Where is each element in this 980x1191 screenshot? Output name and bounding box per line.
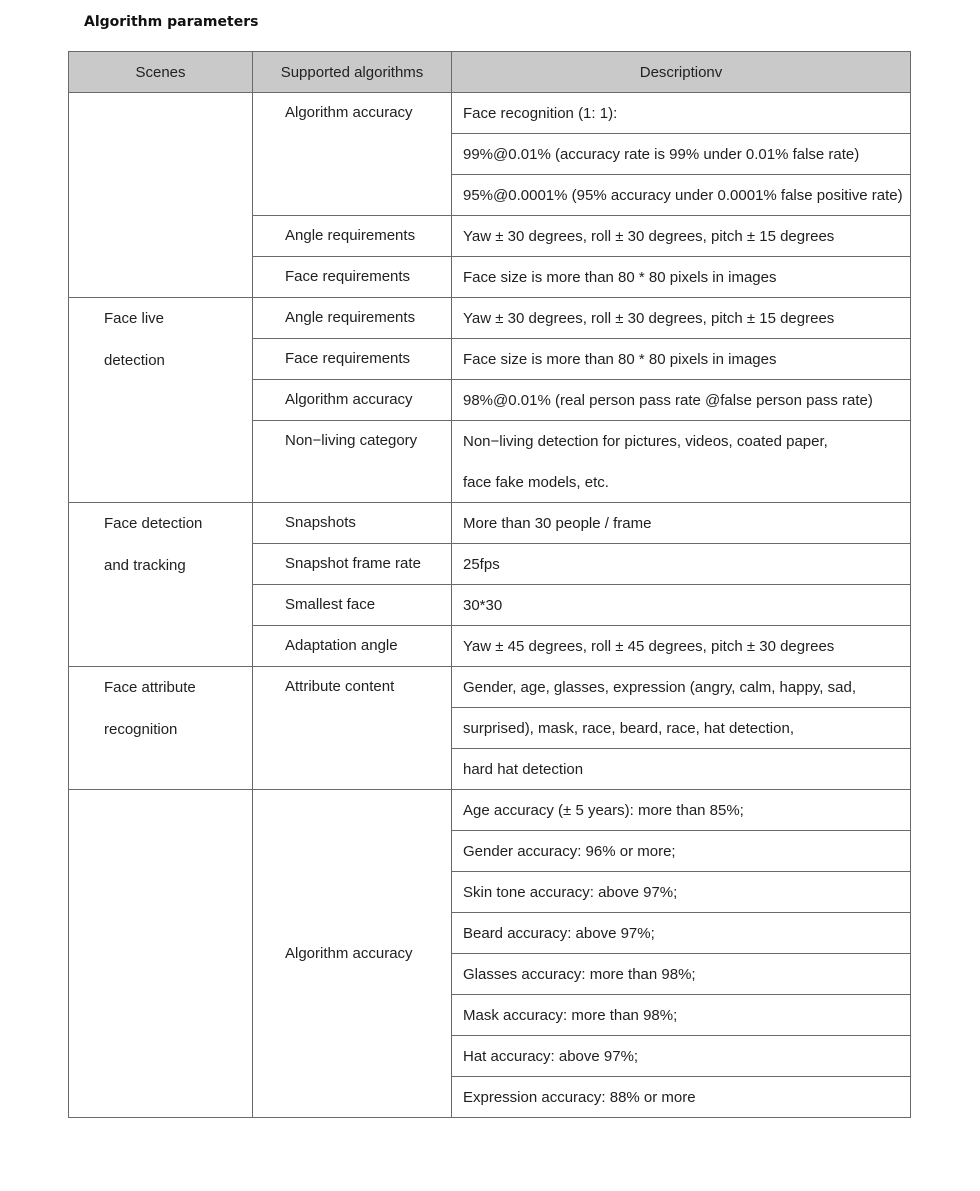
table-row (69, 93, 911, 134)
algo-cell: Angle requirements (253, 216, 452, 257)
algo-cell: Algorithm accuracy (253, 790, 452, 1118)
algorithm-parameters-table (68, 51, 911, 1118)
table-row (69, 667, 911, 708)
desc-cell: Yaw ± 30 degrees, roll ± 30 degrees, pitch ± 15 degrees (452, 298, 911, 339)
scene-label-line: Face live (104, 310, 165, 327)
desc-cell: Gender accuracy: 96% or more; (452, 831, 911, 872)
desc-cell: 98%@0.01% (real person pass rate @false person pass rate) (452, 380, 911, 421)
desc-cell: Expression accuracy: 88% or more (452, 1077, 911, 1118)
algo-cell: Adaptation angle (253, 626, 452, 667)
table-row (69, 790, 911, 831)
header-description: Descriptionv (452, 52, 911, 93)
desc-cell: Face size is more than 80 * 80 pixels in images (452, 257, 911, 298)
algo-cell: Snapshots (253, 503, 452, 544)
desc-cell: More than 30 people / frame (452, 503, 911, 544)
scene-cell-face-live-detection (69, 298, 253, 503)
desc-cell: Mask accuracy: more than 98%; (452, 995, 911, 1036)
algo-cell: Smallest face (253, 585, 452, 626)
desc-cell: Face recognition (1: 1): (452, 93, 911, 134)
algo-cell: Attribute content (253, 667, 452, 790)
algo-cell: Angle requirements (253, 298, 452, 339)
desc-cell: 30*30 (452, 585, 911, 626)
desc-cell: Beard accuracy: above 97%; (452, 913, 911, 954)
scene-label-line: detection (104, 351, 165, 369)
scene-cell-face-attribute-recognition (69, 667, 253, 790)
desc-cell: Gender, age, glasses, expression (angry, calm, happy, sad, (452, 667, 911, 708)
algo-cell: Snapshot frame rate (253, 544, 452, 585)
algo-cell: Algorithm accuracy (253, 380, 452, 421)
scene-label-line: and tracking (104, 556, 186, 574)
scene-label-line: Face attribute (104, 679, 196, 696)
scene-label-line: recognition (104, 720, 178, 738)
scene-cell-blank (69, 93, 253, 298)
desc-cell: 25fps (452, 544, 911, 585)
scene-cell-face-detection-tracking (69, 503, 253, 667)
algo-cell: Non−living category (253, 421, 452, 503)
scene-label-line: Face detection (104, 515, 203, 532)
page-title: Algorithm parameters (84, 14, 259, 30)
algo-cell: Algorithm accuracy (253, 93, 452, 216)
desc-cell: 99%@0.01% (accuracy rate is 99% under 0.01% false rate) (452, 134, 911, 175)
header-supported-algorithms: Supported algorithms (253, 52, 452, 93)
algo-cell: Face requirements (253, 339, 452, 380)
desc-cell: Yaw ± 45 degrees, roll ± 45 degrees, pitch ± 30 degrees (452, 626, 911, 667)
desc-cell: hard hat detection (452, 749, 911, 790)
desc-cell: Glasses accuracy: more than 98%; (452, 954, 911, 995)
desc-cell: surprised), mask, race, beard, race, hat detection, (452, 708, 911, 749)
header-row (69, 52, 911, 93)
desc-cell: 95%@0.0001% (95% accuracy under 0.0001% false positive rate) (452, 175, 911, 216)
desc-cell: Non−living detection for pictures, videos, coated paper, (452, 421, 911, 462)
desc-cell: Skin tone accuracy: above 97%; (452, 872, 911, 913)
header-scenes: Scenes (69, 52, 253, 93)
desc-cell: Yaw ± 30 degrees, roll ± 30 degrees, pitch ± 15 degrees (452, 216, 911, 257)
desc-cell: Face size is more than 80 * 80 pixels in images (452, 339, 911, 380)
algo-cell: Face requirements (253, 257, 452, 298)
desc-cell: Hat accuracy: above 97%; (452, 1036, 911, 1077)
table-row (69, 503, 911, 544)
desc-cell: face fake models, etc. (452, 462, 911, 503)
scene-cell-blank (69, 790, 253, 1118)
desc-cell: Age accuracy (± 5 years): more than 85%; (452, 790, 911, 831)
table-row (69, 298, 911, 339)
